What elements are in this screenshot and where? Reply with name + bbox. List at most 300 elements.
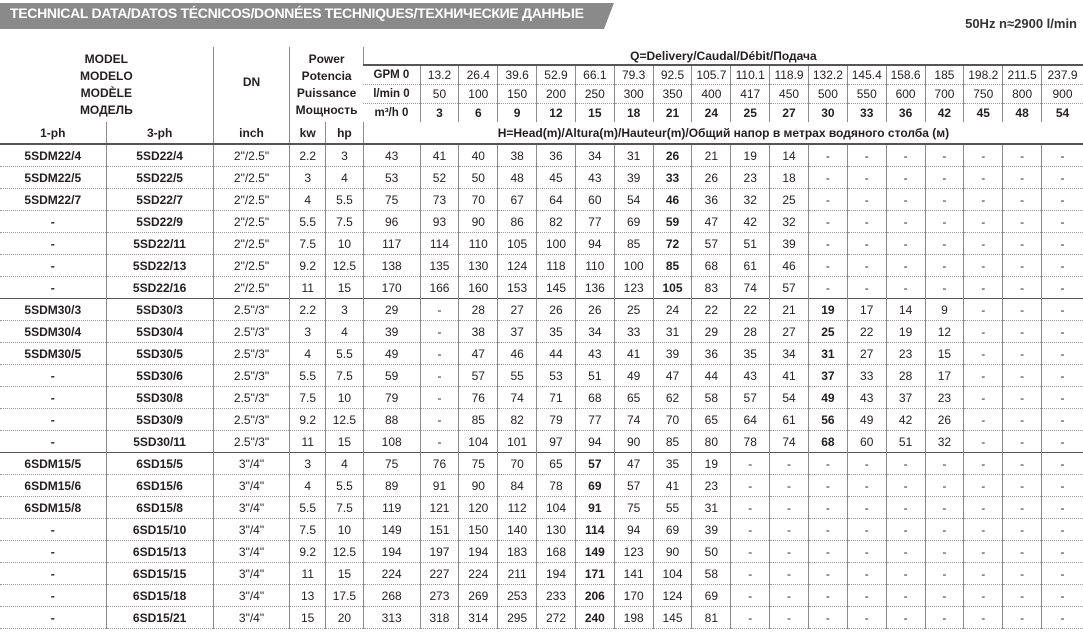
head-cell: 272 [537, 607, 576, 629]
hp-cell: 4 [326, 453, 364, 475]
head-cell: - [731, 475, 770, 497]
technical-data-table [0, 47, 1083, 629]
head-cell: 26 [575, 299, 614, 321]
head-cell: 75 [363, 189, 420, 211]
hp-cell: 10 [326, 387, 364, 409]
hp-cell: 5.5 [326, 343, 364, 365]
head-cell: - [847, 497, 886, 519]
table-row [0, 431, 1083, 453]
head-cell: - [964, 233, 1003, 255]
hp-cell: 20 [326, 607, 364, 629]
head-cell: - [847, 233, 886, 255]
head-cell: 117 [363, 233, 420, 255]
head-cell: 41 [614, 343, 653, 365]
frequency-label: 50Hz n≈2900 l/min [965, 16, 1077, 31]
model-header [0, 47, 213, 122]
kw-cell: 2.2 [290, 144, 326, 167]
hp-cell: 7.5 [326, 365, 364, 387]
head-cell: - [964, 167, 1003, 189]
head-cell: 84 [498, 475, 537, 497]
head-cell: 24 [653, 299, 692, 321]
head-cell: - [1042, 387, 1083, 409]
model-1ph-cell: - [0, 585, 106, 607]
head-cell: - [886, 585, 925, 607]
head-cell: 85 [653, 255, 692, 277]
head-cell: 273 [420, 585, 459, 607]
head-cell: - [1003, 475, 1042, 497]
head-cell: - [964, 519, 1003, 541]
head-cell: - [420, 321, 459, 343]
head-cell: 27 [770, 321, 809, 343]
head-cell: - [1003, 343, 1042, 365]
head-cell: 69 [692, 585, 731, 607]
head-cell: 45 [537, 167, 576, 189]
head-cell: 37 [808, 365, 847, 387]
head-cell: - [886, 233, 925, 255]
head-cell: 96 [363, 211, 420, 233]
head-cell: 197 [420, 541, 459, 563]
head-cell: - [886, 189, 925, 211]
m3h-cell: 30 [808, 104, 847, 123]
head-cell: - [1042, 167, 1083, 189]
kw-cell: 3 [290, 167, 326, 189]
table-row [0, 541, 1083, 563]
table-row [0, 211, 1083, 233]
head-cell: 314 [459, 607, 498, 629]
head-cell: 85 [459, 409, 498, 431]
kw-cell: 4 [290, 189, 326, 211]
head-cell: 149 [363, 519, 420, 541]
head-cell: - [964, 255, 1003, 277]
head-cell: - [1042, 607, 1083, 629]
head-cell: - [1003, 144, 1042, 167]
head-cell: 55 [653, 497, 692, 519]
head-cell: - [925, 475, 964, 497]
head-cell: - [925, 211, 964, 233]
head-cell: - [1042, 541, 1083, 563]
head-cell: 90 [614, 431, 653, 453]
head-cell: 73 [420, 189, 459, 211]
head-cell: 57 [692, 233, 731, 255]
head-cell: 42 [731, 211, 770, 233]
lmin-cell: 900 [1042, 85, 1083, 104]
lmin-cell: 700 [925, 85, 964, 104]
head-cell: - [420, 409, 459, 431]
model-1ph-cell: - [0, 387, 106, 409]
table-row [0, 321, 1083, 343]
head-cell: - [770, 541, 809, 563]
head-cell: 124 [653, 585, 692, 607]
head-cell: 240 [575, 607, 614, 629]
head-cell: 19 [731, 144, 770, 167]
power-label-en: Power [308, 52, 345, 66]
m3h-cell: 36 [886, 104, 925, 123]
head-cell: - [1003, 255, 1042, 277]
model-1ph-cell: - [0, 365, 106, 387]
head-cell: - [808, 453, 847, 475]
model-3ph-cell: 5SD22/5 [106, 167, 213, 189]
head-cell: 224 [459, 563, 498, 585]
kw-cell: 3 [290, 321, 326, 343]
head-cell: 57 [459, 365, 498, 387]
head-cell: 123 [614, 277, 653, 299]
head-cell: - [1042, 365, 1083, 387]
head-cell: - [1042, 321, 1083, 343]
gpm-cell: 79.3 [614, 65, 653, 85]
head-cell: 38 [498, 144, 537, 167]
head-cell: - [770, 563, 809, 585]
table-row [0, 497, 1083, 519]
head-cell: - [964, 189, 1003, 211]
dn-header: DN [213, 47, 290, 122]
model-3ph-cell: 5SD30/4 [106, 321, 213, 343]
head-cell: 83 [692, 277, 731, 299]
kw-cell: 9.2 [290, 409, 326, 431]
head-cell: 140 [498, 519, 537, 541]
head-cell: 136 [575, 277, 614, 299]
head-cell: 47 [653, 365, 692, 387]
head-cell: 80 [692, 431, 731, 453]
col-kw: kw [290, 122, 326, 144]
head-cell: 52 [420, 167, 459, 189]
head-cell: 29 [363, 299, 420, 321]
table-row [0, 563, 1083, 585]
model-1ph-cell: - [0, 255, 106, 277]
head-cell: - [925, 541, 964, 563]
model-label-ru: МОДЕЛЬ [79, 103, 133, 117]
model-3ph-cell: 5SD22/11 [106, 233, 213, 255]
power-label-fr: Puissance [296, 86, 357, 100]
hp-cell: 17.5 [326, 585, 364, 607]
head-cell: - [964, 387, 1003, 409]
head-cell: - [964, 409, 1003, 431]
dn-cell: 2.5"/3" [213, 431, 290, 453]
dn-cell: 2.5"/3" [213, 387, 290, 409]
head-cell: 69 [614, 211, 653, 233]
head-cell: 295 [498, 607, 537, 629]
head-cell: 43 [731, 365, 770, 387]
head-cell: - [847, 144, 886, 167]
head-cell: - [731, 519, 770, 541]
head-cell: - [1042, 189, 1083, 211]
hp-cell: 15 [326, 563, 364, 585]
head-cell: 31 [614, 144, 653, 167]
head-cell: - [808, 519, 847, 541]
head-cell: - [886, 144, 925, 167]
head-cell: 166 [420, 277, 459, 299]
lmin-cell: 50 [420, 85, 459, 104]
model-1ph-cell: 6SDM15/8 [0, 497, 106, 519]
head-cell: 25 [808, 321, 847, 343]
head-cell: - [925, 497, 964, 519]
gpm-cell: 132.2 [808, 65, 847, 85]
head-cell: 44 [537, 343, 576, 365]
dn-cell: 2"/2.5" [213, 167, 290, 189]
model-3ph-cell: 5SD22/7 [106, 189, 213, 211]
head-cell: 42 [886, 409, 925, 431]
head-cell: 78 [731, 431, 770, 453]
head-cell: - [964, 585, 1003, 607]
head-cell: 76 [459, 387, 498, 409]
table-row [0, 343, 1083, 365]
head-cell: - [1042, 585, 1083, 607]
head-cell: 58 [692, 387, 731, 409]
head-cell: 47 [614, 453, 653, 475]
head-cell: 17 [925, 365, 964, 387]
head-cell: 47 [692, 211, 731, 233]
head-cell: 57 [731, 387, 770, 409]
head-cell: 34 [575, 321, 614, 343]
head-cell: 53 [363, 167, 420, 189]
head-cell: 97 [537, 431, 576, 453]
head-cell: 58 [692, 563, 731, 585]
head-cell: - [886, 607, 925, 629]
head-cell: - [770, 497, 809, 519]
lmin-cell: 500 [808, 85, 847, 104]
head-cell: 19 [808, 299, 847, 321]
dn-cell: 2.5"/3" [213, 365, 290, 387]
head-cell: 90 [653, 541, 692, 563]
head-cell: 46 [498, 343, 537, 365]
head-cell: 69 [575, 475, 614, 497]
head-cell: 77 [575, 211, 614, 233]
head-cell: 26 [653, 144, 692, 167]
head-cell: 37 [886, 387, 925, 409]
model-3ph-cell: 5SD22/4 [106, 144, 213, 167]
dn-cell: 2.5"/3" [213, 343, 290, 365]
head-cell: - [420, 387, 459, 409]
dn-cell: 3"/4" [213, 585, 290, 607]
head-cell: 114 [420, 233, 459, 255]
head-cell: - [731, 607, 770, 629]
head-cell: 269 [459, 585, 498, 607]
head-cell: - [731, 541, 770, 563]
dn-cell: 2"/2.5" [213, 255, 290, 277]
head-cell: 36 [692, 189, 731, 211]
dn-cell: 2"/2.5" [213, 211, 290, 233]
head-cell: - [925, 255, 964, 277]
m3h-cell: 18 [614, 104, 653, 123]
head-cell: 74 [770, 431, 809, 453]
head-cell: - [1042, 497, 1083, 519]
head-cell: 29 [692, 321, 731, 343]
head-cell: 89 [363, 475, 420, 497]
head-cell: 39 [692, 519, 731, 541]
table-row [0, 607, 1083, 629]
head-cell: - [964, 541, 1003, 563]
head-cell: 46 [653, 189, 692, 211]
head-cell: - [847, 189, 886, 211]
col-inch: inch [213, 122, 290, 144]
head-cell: 168 [537, 541, 576, 563]
head-cell: 141 [614, 563, 653, 585]
head-cell: 55 [498, 365, 537, 387]
head-cell: - [964, 343, 1003, 365]
model-1ph-cell: - [0, 211, 106, 233]
head-cell: - [886, 519, 925, 541]
head-cell: - [964, 475, 1003, 497]
head-cell: - [1003, 431, 1042, 453]
gpm-cell: 158.6 [886, 65, 925, 85]
head-cell: 170 [363, 277, 420, 299]
head-cell: 90 [459, 475, 498, 497]
model-1ph-cell: 5SDM30/4 [0, 321, 106, 343]
head-cell: 93 [420, 211, 459, 233]
hp-cell: 7.5 [326, 497, 364, 519]
m3h-cell: 27 [770, 104, 809, 123]
head-cell: 65 [692, 409, 731, 431]
head-cell: 145 [653, 607, 692, 629]
head-cell: 46 [770, 255, 809, 277]
head-cell: - [420, 343, 459, 365]
head-cell: - [808, 497, 847, 519]
m3h-cell: 24 [692, 104, 731, 123]
gpm-cell: 198.2 [964, 65, 1003, 85]
m3h-cell: 6 [459, 104, 498, 123]
kw-cell: 11 [290, 563, 326, 585]
model-3ph-cell: 5SD30/11 [106, 431, 213, 453]
table-row [0, 299, 1083, 321]
dn-cell: 3"/4" [213, 497, 290, 519]
head-cell: 74 [731, 277, 770, 299]
hp-cell: 3 [326, 144, 364, 167]
head-cell: - [1003, 321, 1042, 343]
head-cell: 44 [692, 365, 731, 387]
head-cell: 120 [459, 497, 498, 519]
head-cell: - [808, 563, 847, 585]
head-cell: 60 [575, 189, 614, 211]
dn-cell: 2.5"/3" [213, 321, 290, 343]
kw-cell: 7.5 [290, 519, 326, 541]
head-cell: - [1042, 431, 1083, 453]
m3h-cell: 3 [420, 104, 459, 123]
table-row [0, 387, 1083, 409]
head-cell: 54 [614, 189, 653, 211]
head-cell: 233 [537, 585, 576, 607]
head-cell: 65 [614, 387, 653, 409]
head-cell: 194 [459, 541, 498, 563]
gpm-cell: 145.4 [847, 65, 886, 85]
head-cell: 76 [420, 453, 459, 475]
head-cell: - [731, 453, 770, 475]
model-1ph-cell: 6SDM15/5 [0, 453, 106, 475]
head-cell: 57 [575, 453, 614, 475]
head-cell: - [847, 475, 886, 497]
hp-cell: 12.5 [326, 255, 364, 277]
head-cell: - [925, 189, 964, 211]
head-cell: - [886, 167, 925, 189]
head-cell: 318 [420, 607, 459, 629]
model-1ph-cell: 5SDM30/5 [0, 343, 106, 365]
head-cell: - [1042, 409, 1083, 431]
head-cell: 71 [537, 387, 576, 409]
head-cell: 151 [420, 519, 459, 541]
head-cell: 17 [847, 299, 886, 321]
head-cell: - [847, 585, 886, 607]
head-cell: 183 [498, 541, 537, 563]
kw-cell: 7.5 [290, 387, 326, 409]
head-cell: - [808, 144, 847, 167]
gpm-cell: 105.7 [692, 65, 731, 85]
head-cell: 224 [363, 563, 420, 585]
head-cell: - [1042, 343, 1083, 365]
head-cell: 153 [498, 277, 537, 299]
head-cell: 90 [459, 211, 498, 233]
head-cell: - [1003, 563, 1042, 585]
head-cell: - [808, 167, 847, 189]
head-cell: 47 [459, 343, 498, 365]
kw-cell: 13 [290, 585, 326, 607]
head-cell: - [964, 607, 1003, 629]
model-1ph-cell: - [0, 519, 106, 541]
m3h-cell: 54 [1042, 104, 1083, 123]
head-cell: 110 [575, 255, 614, 277]
hp-cell: 5.5 [326, 475, 364, 497]
head-cell: 124 [498, 255, 537, 277]
power-label-ru: Мощность [295, 103, 358, 117]
head-cell: 206 [575, 585, 614, 607]
dn-cell: 3"/4" [213, 541, 290, 563]
head-cell: 39 [363, 321, 420, 343]
head-cell: 48 [498, 167, 537, 189]
head-cell: 105 [498, 233, 537, 255]
head-cell: - [808, 211, 847, 233]
lmin-cell: 150 [498, 85, 537, 104]
lmin-cell: 550 [847, 85, 886, 104]
head-cell: 75 [363, 453, 420, 475]
head-cell: 110 [459, 233, 498, 255]
dn-cell: 2"/2.5" [213, 277, 290, 299]
table-row [0, 277, 1083, 299]
table-row [0, 365, 1083, 387]
head-cell: - [1003, 365, 1042, 387]
head-cell: - [731, 563, 770, 585]
kw-cell: 9.2 [290, 255, 326, 277]
lmin-cell: 800 [1003, 85, 1042, 104]
table-row [0, 255, 1083, 277]
dn-cell: 3"/4" [213, 607, 290, 629]
head-cell: 68 [808, 431, 847, 453]
head-cell: - [770, 519, 809, 541]
head-cell: 105 [653, 277, 692, 299]
head-cell: - [1042, 453, 1083, 475]
head-cell: - [808, 541, 847, 563]
head-cell: 57 [770, 277, 809, 299]
gpm-cell: 13.2 [420, 65, 459, 85]
head-cell: - [1003, 167, 1042, 189]
head-cell: 41 [420, 144, 459, 167]
head-cell: 23 [925, 387, 964, 409]
table-row [0, 167, 1083, 189]
head-cell: 170 [614, 585, 653, 607]
head-cell: 33 [653, 167, 692, 189]
gpm-cell: 211.5 [1003, 65, 1042, 85]
head-cell: 43 [575, 343, 614, 365]
head-cell: 198 [614, 607, 653, 629]
head-cell: - [1042, 144, 1083, 167]
col-hp: hp [326, 122, 364, 144]
head-cell: 51 [575, 365, 614, 387]
head-cell: 14 [886, 299, 925, 321]
head-cell: 56 [808, 409, 847, 431]
power-label-es: Potencia [301, 69, 352, 83]
head-cell: 114 [575, 519, 614, 541]
head-cell: 21 [692, 144, 731, 167]
head-cell: 32 [770, 211, 809, 233]
head-cell: 22 [731, 299, 770, 321]
head-cell: 41 [653, 475, 692, 497]
model-3ph-cell: 6SD15/8 [106, 497, 213, 519]
